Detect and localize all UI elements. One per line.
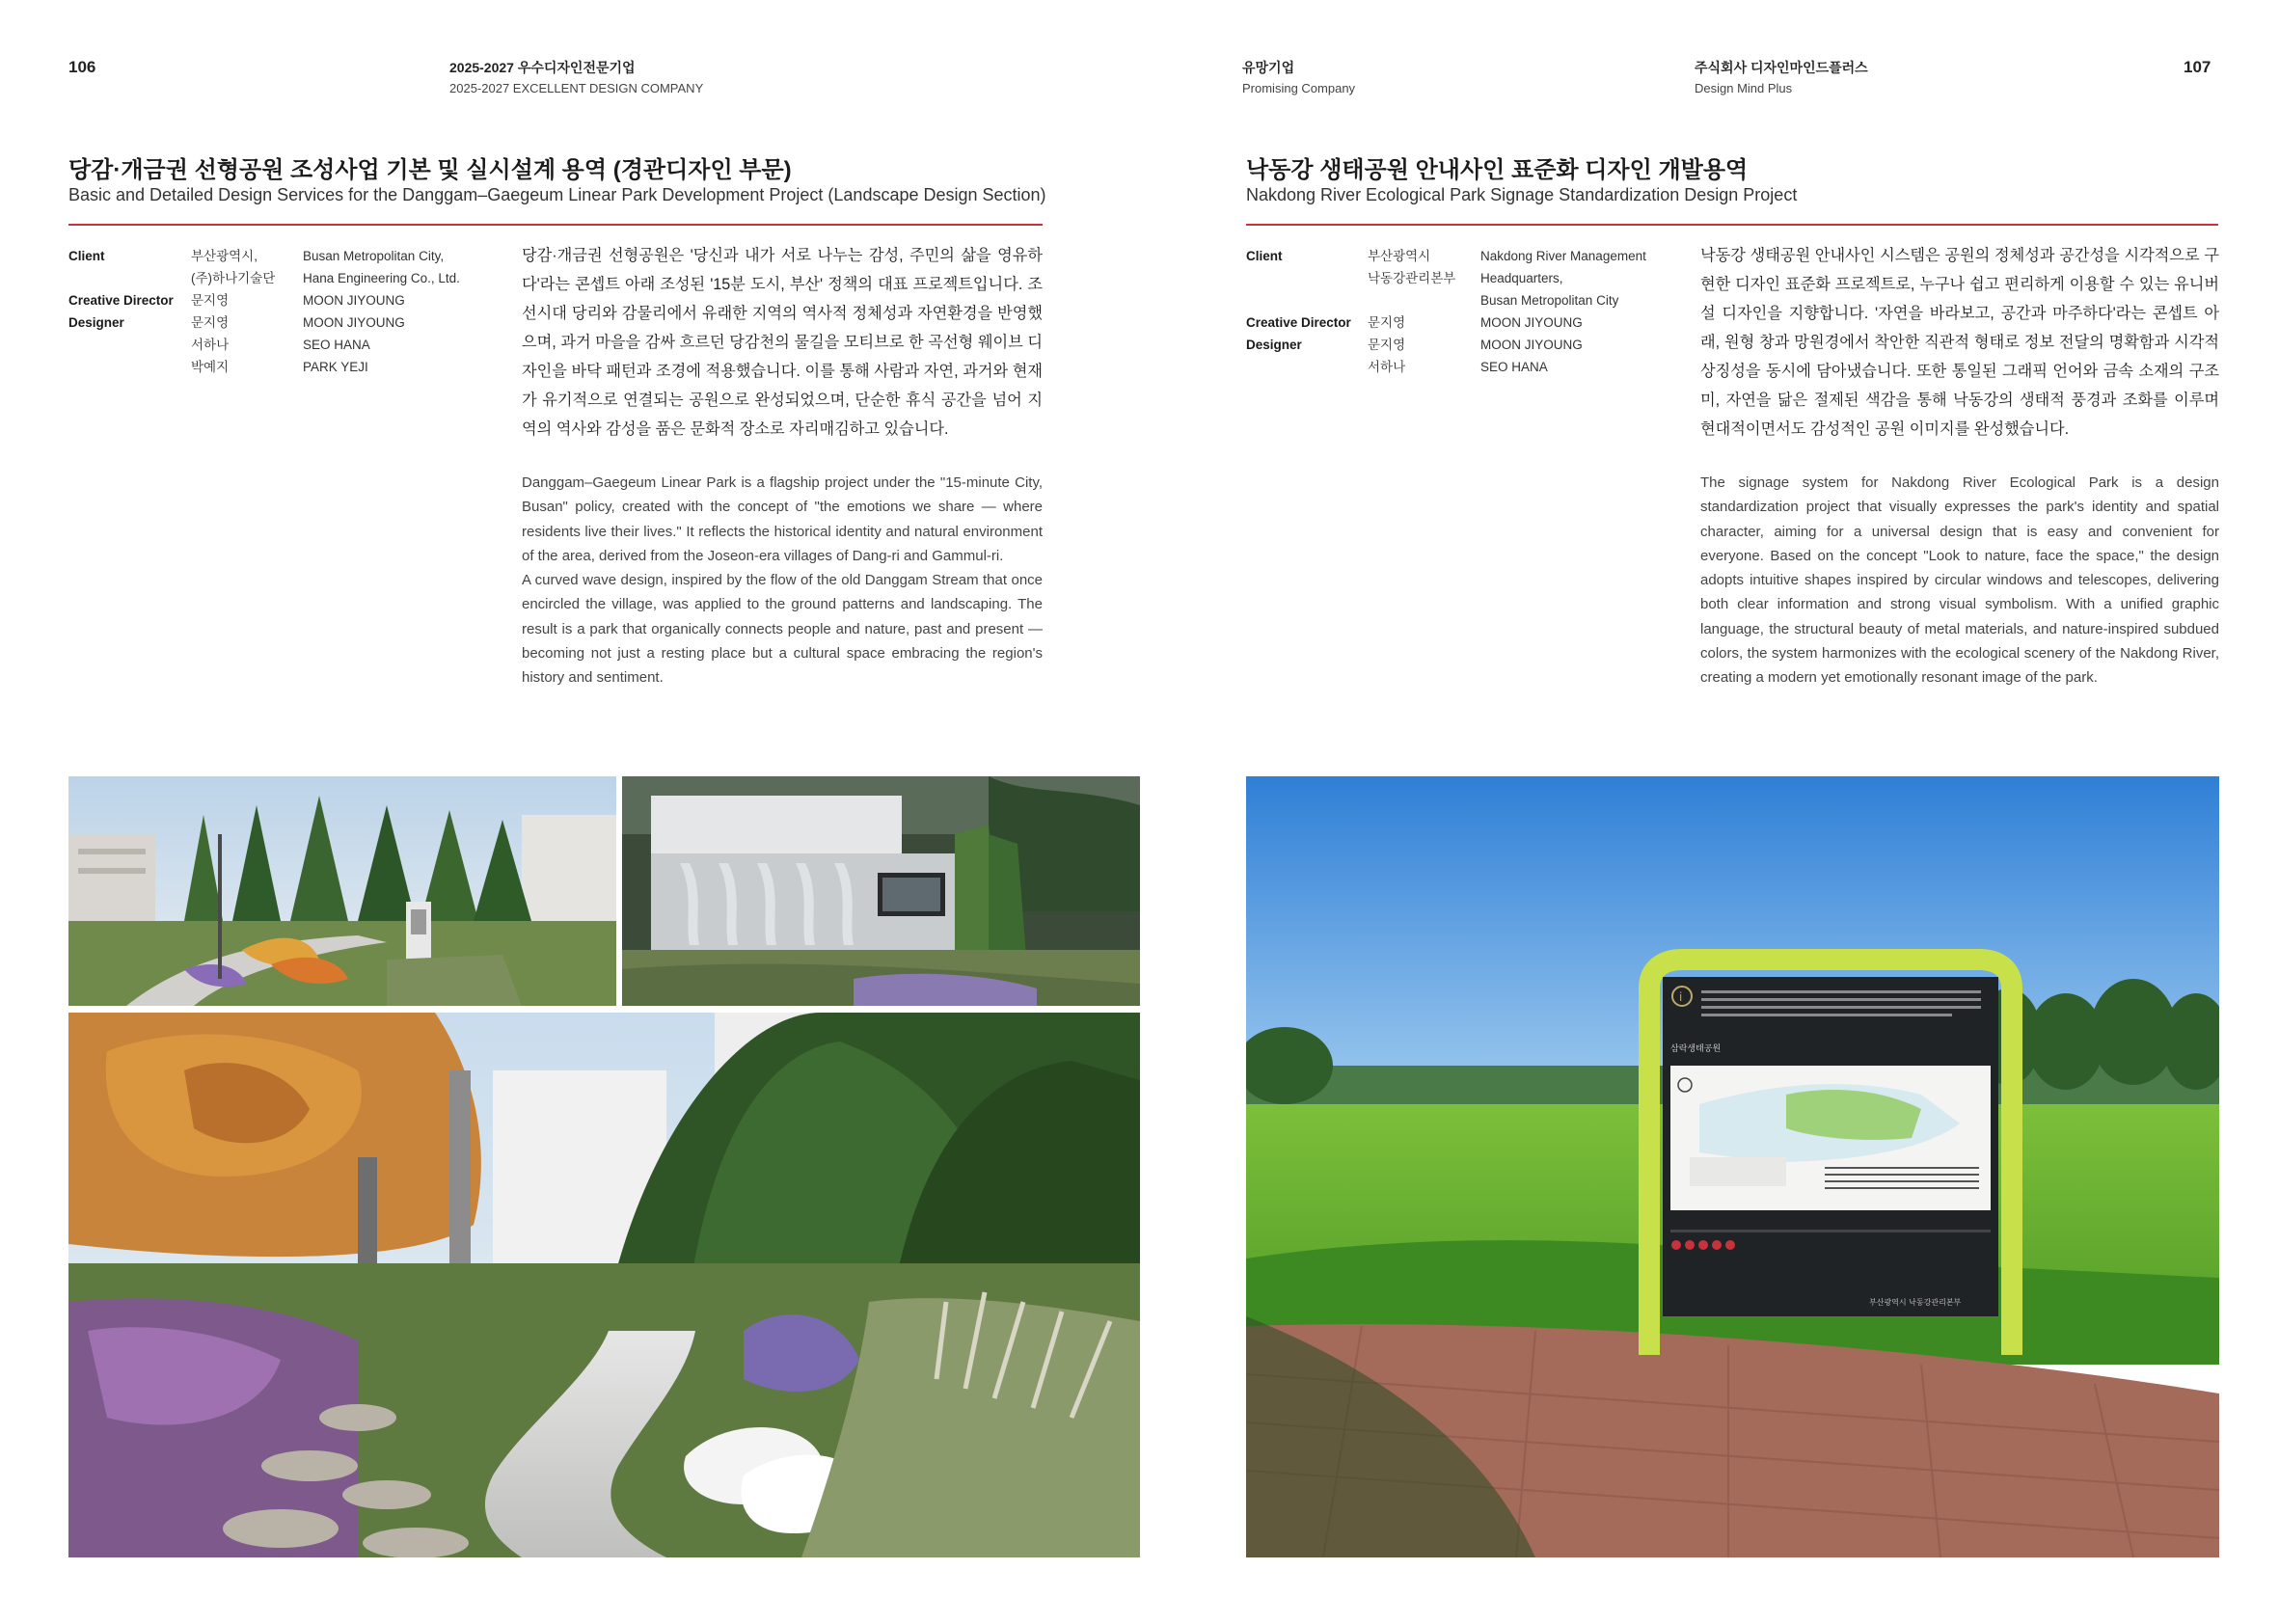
project-title-ko-left: 당감·개금권 선형공원 조성사업 기본 및 실시설계 용역 (경관디자인 부문) <box>68 157 792 183</box>
sign-info-icon: i <box>1679 990 1683 1004</box>
client-en: Nakdong River Management <box>1480 249 1646 263</box>
designer-ko: 문지영 <box>1368 338 1406 352</box>
project-title-en-right: Nakdong River Ecological Park Signage Standardization Design Project <box>1246 185 1798 204</box>
designer-label: Designer <box>68 315 124 330</box>
header-company-en: Design Mind Plus <box>1695 81 1793 95</box>
credits-left <box>68 245 493 390</box>
title-rule-right <box>1246 224 2218 226</box>
description-en-paragraph: A curved wave design, inspired by the flow of the old Danggam Stream that once encircled the village, was applied to the ground patterns and landscaping. The result is a park that organically connects people and nature, past and present — becoming not just a resting place but a cultural space embracing the region's history and sentiment. <box>522 572 1043 687</box>
client-ko: 부산광역시, <box>191 249 258 263</box>
title-rule-left <box>68 224 1043 226</box>
project-title-en-left: Basic and Detailed Design Services for the Danggam–Gaegeum Linear Park Development Project (Landscape Design Section) <box>68 185 1046 204</box>
park-path-render-photo <box>68 776 616 1006</box>
description-en-right: The signage system for Nakdong River Ecological Park is a design standardization project that visually expresses the park's identity and spatial character, aiming for a universal design that is easy and convenient for everyone. Based on the concept "Look to nature, face the space," the design adopts intuitive shapes inspired by circular windows and telescopes, delivering both clear information and strong visual symbolism. With a unified graphic language, the structural beauty of metal materials, and nature-inspired subdued colors, the system harmonizes with the ecological scenery of the Nakdong River, creating a modern yet emotionally resonant image of the park. <box>1700 474 2219 687</box>
designer-ko: 박예지 <box>191 360 230 374</box>
client-label: Client <box>68 249 105 263</box>
description-ko-left: 당감·개금권 선형공원은 '당신과 내가 서로 나누는 감성, 주민의 삶을 영유하다'라는 콘셉트 아래 조성된 '15분 도시, 부산' 정책의 대표 프로젝트입니다. 조선시대 당리와 감물리에서 유래한 지역의 역사적 정체성과 자연환경을 반영했으며, 과거 마을을 감싸 흐르던 당감천의 물길을 모티브로 한 곡선형 웨이브 디자인을 바닥 패턴과 조경에 적용했습니다. 이를 통해 사람과 자연, 과거와 현재가 유기적으로 연결되는 공원으로 완성되었으며, 단순한 휴식 공간을 넘어 지역의 역사와 감성을 품은 문화적 장소로 자리매김하고 있습니다. <box>522 247 1043 438</box>
client-en: Headquarters, <box>1480 271 1563 285</box>
client-en: Hana Engineering Co., Ltd. <box>303 271 460 285</box>
creative-director-label: Creative Director <box>1246 315 1351 330</box>
designer-en: PARK YEJI <box>303 360 368 374</box>
page-number-left: 106 <box>68 58 96 76</box>
sign-footer-text: 부산광역시 낙동강관리본부 <box>1869 1298 1962 1307</box>
description-en-paragraph: Danggam–Gaegeum Linear Park is a flagship project under the "15-minute City, Busan" policy, created with the concept of "the emotions we share — where residents live their lives." It reflects the historical identity and natural environment of the area, derived from the Joseon-era villages of Dang-ri and Gammul-ri. <box>522 474 1043 564</box>
client-en: Busan Metropolitan City, <box>303 249 445 263</box>
header-category-ko: 유망기업 <box>1242 60 1295 75</box>
designer-label: Designer <box>1246 338 1302 352</box>
creative-director-ko: 문지영 <box>191 293 230 308</box>
park-signage-photo <box>1246 776 2219 1557</box>
description-en-left <box>522 471 1043 690</box>
creative-director-label: Creative Director <box>68 293 174 308</box>
client-ko: 부산광역시 <box>1368 249 1431 263</box>
designer-en: SEO HANA <box>303 338 370 352</box>
designer-ko: 문지영 <box>191 315 230 330</box>
designer-ko: 서하나 <box>1368 360 1406 374</box>
creative-director-en: MOON JIYOUNG <box>1480 315 1583 330</box>
project-title-ko-right: 낙동강 생태공원 안내사인 표준화 디자인 개발용역 <box>1246 157 1749 183</box>
designer-ko: 서하나 <box>191 338 230 352</box>
header-title-ko-left: 2025-2027 우수디자인전문기업 <box>449 60 636 75</box>
designer-en: SEO HANA <box>1480 360 1548 374</box>
header-category-en: Promising Company <box>1242 81 1356 95</box>
client-label: Client <box>1246 249 1283 263</box>
header-company-ko: 주식회사 디자인마인드플러스 <box>1695 60 1868 75</box>
client-ko: 낙동강관리본부 <box>1368 271 1456 285</box>
park-wall-sign-render-photo <box>622 776 1140 1006</box>
header-title-en-left: 2025-2027 EXCELLENT DESIGN COMPANY <box>449 81 704 95</box>
creative-director-en: MOON JIYOUNG <box>303 293 405 308</box>
page-number-right: 107 <box>2184 58 2211 76</box>
sign-park-name: 삼락생태공원 <box>1670 1044 1722 1054</box>
park-walkway-render-photo <box>68 1013 1140 1557</box>
designer-en: MOON JIYOUNG <box>303 315 405 330</box>
designer-en: MOON JIYOUNG <box>1480 338 1583 352</box>
credits-right <box>1246 245 1670 390</box>
client-en: Busan Metropolitan City <box>1480 293 1619 308</box>
creative-director-ko: 문지영 <box>1368 315 1406 330</box>
description-ko-right: 낙동강 생태공원 안내사인 시스템은 공원의 정체성과 공간성을 시각적으로 구현한 디자인 표준화 프로젝트로, 누구나 쉽고 편리하게 이용할 수 있는 유니버설 디자인을 지향합니다. '자연을 바라보고, 공간과 마주하다'라는 콘셉트 아래, 원형 창과 망원경에서 착안한 직관적 형태로 정보 전달의 명확함과 시각적 상징성을 동시에 담아냈습니다. 또한 통일된 그래픽 언어와 금속 소재의 구조미, 자연을 닮은 절제된 색감을 통해 낙동강의 생태적 풍경과 조화를 이루며 현대적이면서도 감성적인 공원 이미지를 완성했습니다. <box>1700 247 2219 438</box>
client-ko: (주)하나기술단 <box>191 271 276 285</box>
